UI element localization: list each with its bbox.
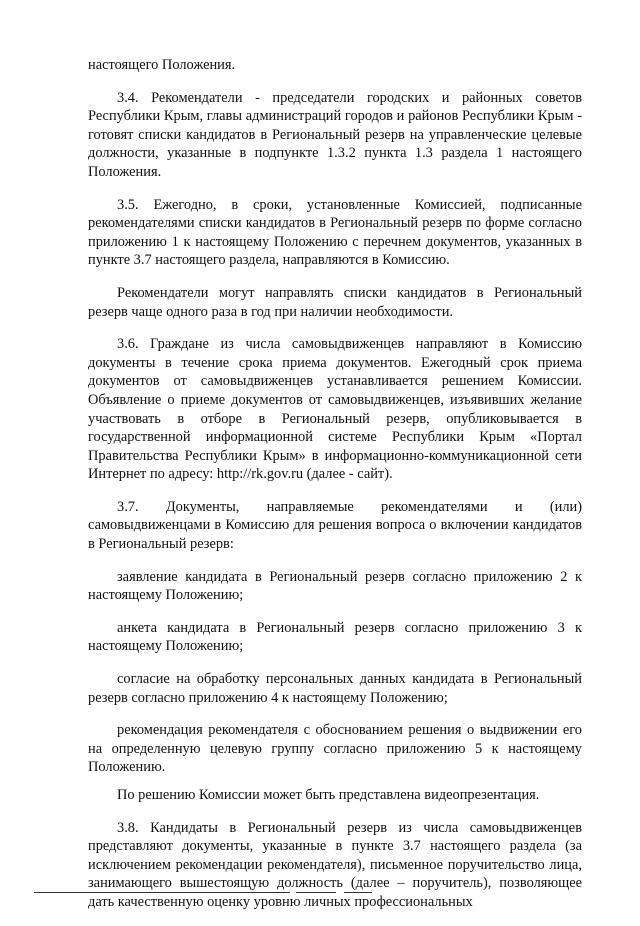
paragraph-3-8: 3.8. Кандидаты в Региональный резерв из числа самовыдвиженцев представляют документы, указанные в пункте 3.7 настоящего раздела (за исключением рекомендации рекомендателя), письменное поручительство лица, занимающего вышестоящую должность (далее – поручитель), позволяющее дать качественную оценку уровню личных профессиональных (88, 819, 582, 910)
list-item-recommendation: рекомендация рекомендателя с обоснованием решения о выдвижении его на определенную целевую группу согласно приложению 5 к настоящему Положению. (88, 722, 582, 776)
footer-rule (34, 892, 290, 893)
paragraph-continuation: настоящего Положения. (88, 57, 236, 73)
paragraph-video-presentation: По решению Комиссии может быть представлена видеопрезентация. (117, 787, 540, 803)
footer-rule-dash (296, 892, 336, 893)
paragraph-3-4: 3.4. Рекомендатели - председатели городских и районных советов Республики Крым, главы администраций городов и районов Республики Крым - готовят списки кандидатов в Региональный резерв на управленческие целевые должности, указанные в подпункте 1.3.2 пункта 1.3 раздела 1 настоящего Положения. (88, 89, 582, 180)
paragraph-3-6: 3.6. Граждане из числа самовыдвиженцев направляют в Комиссию документы в течение срока приема документов. Ежегодный срок приема документов от самовыдвиженцев устанавливается решением Комиссии. Объявление о приеме документов от самовыдвиженцев, изъявивших желание участвовать в отборе в Региональный резерв, опубликовывается в государственной информационной системе Республики Крым «Портал Правительства Республики Крым» в информационно-коммуникационной сети Интернет по адресу: http://rk.gov.ru (далее - сайт). (88, 336, 582, 483)
list-item-application: заявление кандидата в Региональный резерв согласно приложению 2 к настоящему Положению; (88, 568, 582, 604)
paragraph-3-7: 3.7. Документы, направляемые рекомендателями и (или) самовыдвиженцами в Комиссию для решения вопроса о включении кандидатов в Региональный резерв: (88, 498, 582, 553)
list-item-questionnaire: анкета кандидата в Региональный резерв согласно приложению 3 к настоящему Положению; (88, 619, 582, 655)
document-page (88, 56, 582, 926)
paragraph-recommenders-frequency: Рекомендатели могут направлять списки кандидатов в Региональный резерв чаще одного раза в год при наличии необходимости. (88, 284, 582, 320)
footer-rule-dash (344, 892, 372, 893)
list-item-consent: согласие на обработку персональных данных кандидата в Региональный резерв согласно приложению 4 к настоящему Положению; (88, 671, 582, 706)
paragraph-3-5: 3.5. Ежегодно, в сроки, установленные Комиссией, подписанные рекомендателями списки кандидатов в Региональный резерв по форме согласно приложению 1 к настоящему Положению с перечнем документов, указанных в пункте 3.7 настоящего раздела, направляются в Комиссию. (88, 196, 582, 269)
